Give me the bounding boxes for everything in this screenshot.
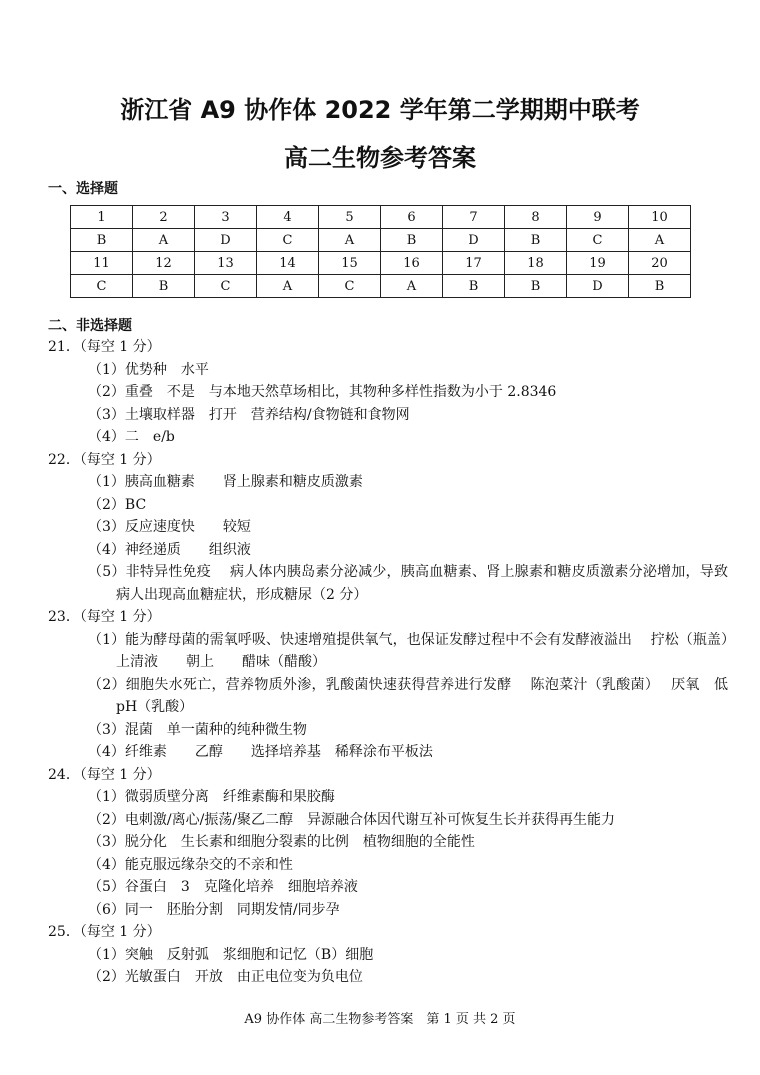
- question-block: [48, 921, 728, 989]
- answer-item: （1）突触 反射弧 浆细胞和记忆（B）细胞: [88, 946, 374, 963]
- answer-item: （3）土壤取样器 打开 营养结构/食物链和食物网: [88, 406, 410, 423]
- answer-item: （3）混菌 单一菌种的纯种微生物: [88, 721, 307, 738]
- question-header: 22．（每空 1 分）: [48, 451, 161, 468]
- answer-row: [71, 229, 691, 252]
- question-number-cell: 18: [505, 252, 567, 275]
- answer-cell: A: [319, 229, 381, 252]
- answer-item: （1）优势种 水平: [88, 361, 209, 378]
- question-number-cell: 5: [319, 206, 381, 229]
- answer-cell: B: [71, 229, 133, 252]
- answer-cell: A: [257, 275, 319, 298]
- answer-cell: C: [567, 229, 629, 252]
- answer-item: （2）BC: [88, 496, 147, 513]
- question-number-cell: 6: [381, 206, 443, 229]
- answer-item: （3）反应速度快 较短: [88, 519, 251, 535]
- question-header: 23．（每空 1 分）: [48, 609, 161, 625]
- answer-cell: C: [71, 275, 133, 298]
- question-header: 25．（每空 1 分）: [48, 924, 161, 940]
- question-number-cell: 16: [381, 252, 443, 275]
- answer-row: [71, 275, 691, 298]
- document-subtitle: 高二生物参考答案: [284, 144, 476, 172]
- answer-cell: A: [381, 275, 443, 298]
- question-number-cell: 3: [195, 206, 257, 229]
- answer-item: （5）非特异性免疫 病人体内胰岛素分泌减少，胰高血糖素、肾上腺素和糖皮质激素分泌增加，导致病人出现高血糖症状，形成糖尿（2 分）: [88, 564, 728, 603]
- question-number-cell: 13: [195, 252, 257, 275]
- question-number-row: [71, 206, 691, 229]
- answer-cell: B: [133, 275, 195, 298]
- answer-cell: B: [443, 275, 505, 298]
- answer-cell: D: [195, 229, 257, 252]
- answer-item: （2）细胞失水死亡，营养物质外渗，乳酸菌快速获得营养进行发酵 陈泡菜汁（乳酸菌） 厌氧 低 pH（乳酸）: [88, 676, 728, 715]
- answer-cell: C: [257, 229, 319, 252]
- question-block: [48, 449, 728, 607]
- question-block: [48, 606, 742, 764]
- answer-cell: B: [381, 229, 443, 252]
- answer-cell: B: [505, 275, 567, 298]
- question-number-cell: 14: [257, 252, 319, 275]
- question-list: [48, 336, 742, 989]
- answer-cell: C: [195, 275, 257, 298]
- answer-item: （4）纤维素 乙醇 选择培养基 稀释涂布平板法: [88, 744, 433, 760]
- question-number-row: [71, 252, 691, 275]
- question-number-cell: 19: [567, 252, 629, 275]
- answer-cell: A: [629, 229, 691, 252]
- answer-item: （4）神经递质 组织液: [88, 541, 251, 558]
- answer-item: （1）微弱质壁分离 纤维素酶和果胶酶: [88, 789, 335, 805]
- answer-item: （4）能克服远缘杂交的不亲和性: [88, 856, 293, 873]
- answer-cell: A: [133, 229, 195, 252]
- question-number-cell: 1: [71, 206, 133, 229]
- question-number-cell: 15: [319, 252, 381, 275]
- question-number-cell: 11: [71, 252, 133, 275]
- answer-cell: C: [319, 275, 381, 298]
- question-number-cell: 9: [567, 206, 629, 229]
- question-number-cell: 12: [133, 252, 195, 275]
- question-header: 21．（每空 1 分）: [48, 339, 161, 355]
- question-block: [48, 764, 728, 922]
- answer-item: （2）重叠 不是 与本地天然草场相比，其物种多样性指数为小于 2.8346: [88, 384, 557, 400]
- question-number-cell: 17: [443, 252, 505, 275]
- answer-item: （3）脱分化 生长素和细胞分裂素的比例 植物细胞的全能性: [88, 834, 475, 850]
- question-number-cell: 2: [133, 206, 195, 229]
- answer-cell: D: [567, 275, 629, 298]
- answer-item: （6）同一 胚胎分割 同期发情/同步孕: [88, 901, 340, 918]
- question-number-cell: 7: [443, 206, 505, 229]
- answer-table: [70, 205, 691, 298]
- answer-item: （4）二 e/b: [88, 429, 175, 445]
- question-block: [48, 336, 728, 449]
- page-footer: A9 协作体 高二生物参考答案 第 1 页 共 2 页: [244, 1012, 516, 1027]
- section-heading-free-response: 二、非选择题: [48, 318, 132, 334]
- question-number-cell: 20: [629, 252, 691, 275]
- document-title: 浙江省 A9 协作体 2022 学年第二学期期中联考: [120, 96, 640, 124]
- answer-item: （2）电刺激/离心/振荡/聚乙二醇 异源融合体因代谢互补可恢复生长并获得再生能力: [88, 811, 616, 828]
- answer-cell: B: [505, 229, 567, 252]
- answer-item: （5）谷蛋白 3 克隆化培养 细胞培养液: [88, 879, 358, 895]
- question-number-cell: 4: [257, 206, 319, 229]
- answer-item: （1）能为酵母菌的需氧呼吸、快速增殖提供氧气，也保证发酵过程中不会有发酵液溢出 拧松（瓶盖） 上清液 朝上 醋味（醋酸）: [88, 631, 742, 670]
- answer-item: （1）胰高血糖素 肾上腺素和糖皮质激素: [88, 474, 363, 490]
- question-number-cell: 10: [629, 206, 691, 229]
- answer-cell: B: [629, 275, 691, 298]
- answer-cell: D: [443, 229, 505, 252]
- question-header: 24．（每空 1 分）: [48, 766, 161, 783]
- answer-item: （2）光敏蛋白 开放 由正电位变为负电位: [88, 969, 363, 985]
- question-number-cell: 8: [505, 206, 567, 229]
- section-heading-multiple-choice: 一、选择题: [48, 181, 118, 197]
